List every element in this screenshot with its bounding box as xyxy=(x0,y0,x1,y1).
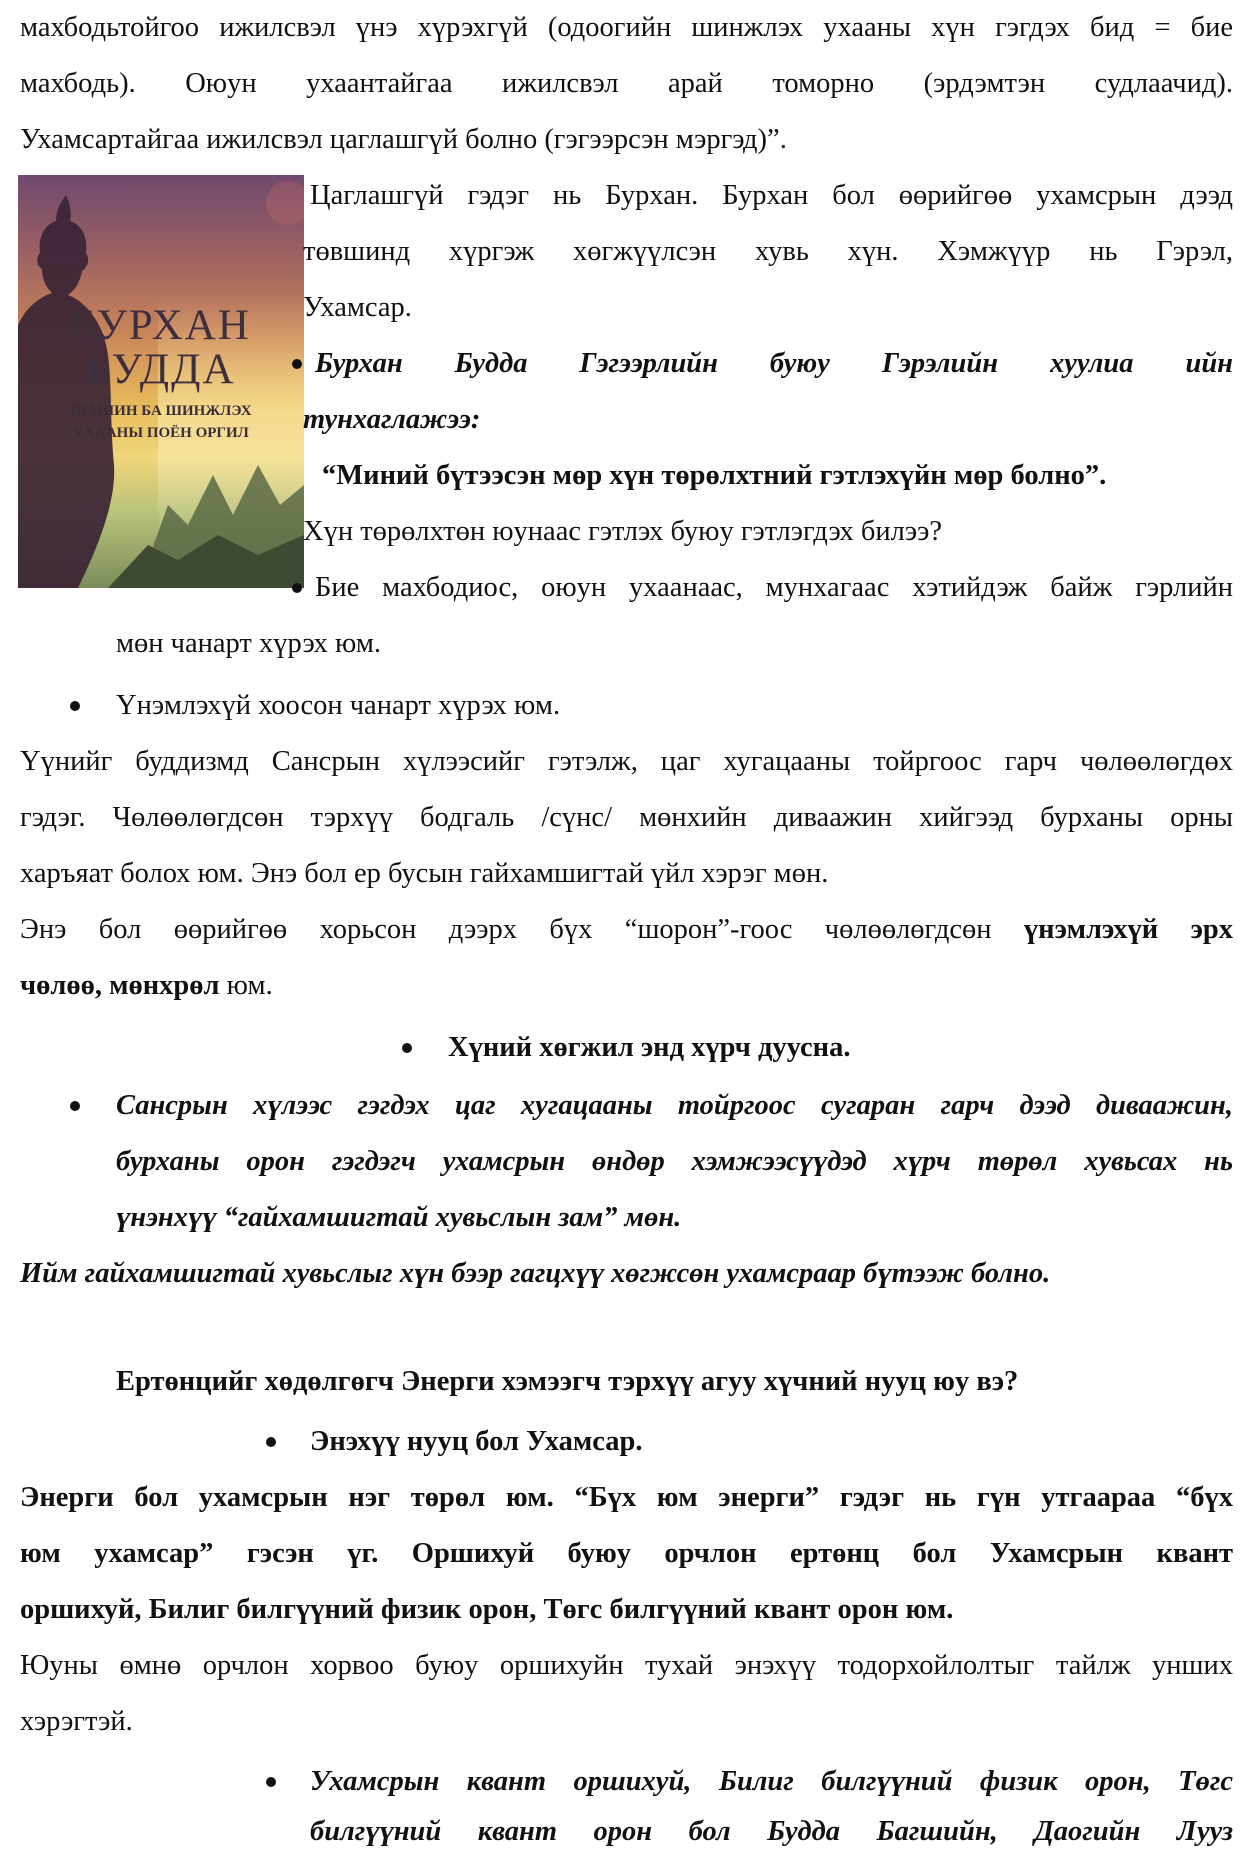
bullet-icon xyxy=(402,1043,412,1053)
paragraph-line: махбодь). Оюун ухаантайгаа ижилсвэл арай томорно (эрдэмтэн судлаачид). xyxy=(20,68,1233,99)
book-title-line: БУДДА xyxy=(86,346,236,393)
paragraph-line: Үүнийг буддизмд Сансрын хүлээсийг гэтэлж, цаг хугацааны тойргоос гарч чөлөөлөгдөх xyxy=(20,746,1233,777)
list-item-continuation: мөн чанарт хүрэх юм. xyxy=(116,628,382,659)
paragraph-line xyxy=(20,902,1233,958)
list-item-continuation: үнэнхүү “гайхамшигтай хувьслын зам” мөн. xyxy=(116,1202,682,1233)
list-item-continuation: бурханы орон гэгдэгч ухамсрын өндөр хэмжээсүүдэд хүрч төрөл хувьсах нь xyxy=(116,1146,1233,1177)
bullet-icon xyxy=(70,1101,80,1111)
list-item: Бие махбодиос, оюун ухаанаас, мунхагаас хэтийдэж байж гэрлийн xyxy=(315,572,1233,603)
paragraph-line: төвшинд хүргэж хөгжүүлсэн хувь хүн. Хэмжүүр нь Гэрэл, xyxy=(303,236,1233,267)
paragraph-line: харъяат болох юм. Энэ бол ер бусын гайхамшигтай үйл хэрэг мөн. xyxy=(20,858,829,889)
paragraph-line: хэрэгтэй. xyxy=(20,1706,133,1737)
text-run: юм. xyxy=(219,970,273,1001)
quote-line: “Миний бүтээсэн мөр хүн төрөлхтний гэтлэхүйн мөр болно”. xyxy=(322,460,1107,491)
bullet-icon xyxy=(292,583,302,593)
bold-text-run: үнэмлэхүй эрх xyxy=(1023,914,1233,945)
paragraph-line: юм ухамсар” гэсэн үг. Оршихуй буюу орчлон ертөнц бол Ухамсрын квант xyxy=(20,1538,1233,1569)
paragraph-line xyxy=(20,958,1233,1014)
paragraph-line: махбодьтойгоо ижилсвэл үнэ хүрэхгүй (одоогийн шинжлэх ухааны хүн гэгдэх бид = бие xyxy=(20,12,1233,43)
list-item: Энэхүү нууц бол Ухамсар. xyxy=(310,1426,643,1457)
book-subtitle-line: ШАШИН БА ШИНЖЛЭХ xyxy=(70,403,252,419)
paragraph-line: Ийм гайхамшигтай хувьслыг хүн бээр гагцхүү хөгжсөн ухамсраар бүтээж болно. xyxy=(20,1258,1051,1289)
paragraph-line: гэдэг. Чөлөөлөгдсөн тэрхүү бодгаль /сүнс/ мөнхийн диваажин хийгээд бурханы орны xyxy=(20,802,1233,833)
paragraph-line: Энерги бол ухамсрын нэг төрөл юм. “Бүх юм энерги” гэдэг нь гүн утгаараа “бүх xyxy=(20,1482,1233,1513)
text-run: Энэ бол өөрийгөө хорьсон дээрх бүх “шорон”-гоос чөлөөлөгдсөн xyxy=(20,914,1024,945)
list-item-continuation: билгүүний квант орон бол Будда Багшийн, Даогийн Лууз xyxy=(310,1816,1233,1847)
book-cover-image xyxy=(18,175,304,588)
paragraph-line: Ухамсар. xyxy=(303,292,412,323)
list-item: Бурхан Будда Гэгээрлийн буюу Гэрэлийн хуулиа ийн xyxy=(315,348,1233,379)
bullet-icon xyxy=(266,1437,276,1447)
bullet-icon xyxy=(266,1777,276,1787)
paragraph-line: Ухамсартайгаа ижилсвэл цаглашгүй болно (гэгээрсэн мэргэд)”. xyxy=(20,124,787,155)
book-title-line: БУРХАН xyxy=(71,302,251,349)
paragraph-line: Хүн төрөлхтөн юунаас гэтлэх буюу гэтлэгдэх билээ? xyxy=(303,516,943,547)
book-subtitle-line: УХААНЫ ПОЁН ОРГИЛ xyxy=(73,425,249,441)
list-item: Ухамсрын квант оршихуй, Билиг билгүүний физик орон, Төгс xyxy=(310,1766,1233,1797)
bold-text-run: чөлөө, мөнхрөл xyxy=(20,970,220,1001)
list-item-continuation: тунхаглажээ: xyxy=(303,404,481,435)
list-item: Хүний хөгжил энд хүрч дуусна. xyxy=(448,1032,851,1063)
paragraph-line: оршихуй, Билиг билгүүний физик орон, Төгс билгүүний квант орон юм. xyxy=(20,1594,954,1625)
paragraph-line: Юуны өмнө орчлон хорвоо буюу оршихуйн тухай энэхүү тодорхойлолтыг тайлж унших xyxy=(20,1650,1233,1681)
section-heading: Ертөнцийг хөдөлгөгч Энерги хэмээгч тэрхүү агуу хүчний нууц юу вэ? xyxy=(116,1366,1019,1397)
list-item: Сансрын хүлээс гэгдэх цаг хугацааны тойргоос сугаран гарч дээд диваажин, xyxy=(116,1090,1233,1121)
bullet-icon xyxy=(70,701,80,711)
paragraph-line: Цаглашгүй гэдэг нь Бурхан. Бурхан бол өөрийгөө ухамсрын дээд xyxy=(310,180,1233,211)
bullet-icon xyxy=(292,359,302,369)
list-item: Үнэмлэхүй хоосон чанарт хүрэх юм. xyxy=(116,690,561,721)
